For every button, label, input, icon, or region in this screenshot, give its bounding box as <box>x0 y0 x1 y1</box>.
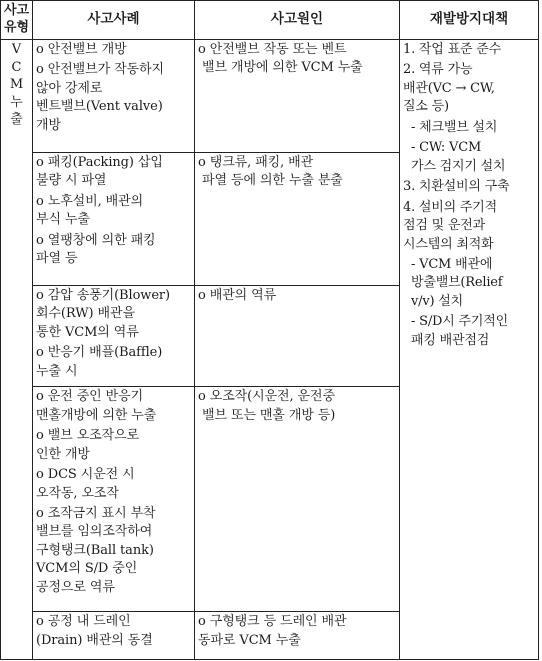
accident-type-vertical <box>4 41 29 129</box>
type-char: 누출 <box>10 94 23 128</box>
header-type-line1: 사고 <box>3 3 30 19</box>
table-header-row <box>1 1 539 40</box>
prevention-item: 3. 치환설비의 구축 <box>403 179 510 195</box>
table-row <box>1 40 539 153</box>
prevention-subitem: - 체크밸브 설치 <box>411 119 498 135</box>
prevention-item: 2. 역류 가능 배관(VC → CW, 질소 등) <box>403 62 495 115</box>
cases-cell <box>33 153 195 286</box>
header-accident-type <box>1 1 33 40</box>
header-cases: 사고사례 <box>33 1 195 40</box>
case-item: o 안전밸브가 작동하지 않아 강제로 벤트밸브(Vent valve) 개방 <box>36 62 164 133</box>
cause-cell <box>195 612 400 660</box>
cause-cell <box>195 286 400 387</box>
case-item: o 공정 내 드레인 (Drain) 배관의 동결 <box>36 614 153 648</box>
cases-cell <box>33 40 195 153</box>
case-item: o 감압 송풍기(Blower) 회수(RW) 배관을 통한 VCM의 역류 <box>36 288 170 340</box>
prevention-subitem: - CW: VCM 가스 검지기 설치 <box>411 140 506 174</box>
header-causes: 사고원인 <box>195 1 400 40</box>
type-char: V <box>11 42 22 57</box>
cases-cell <box>33 387 195 612</box>
prevention-subitem: - VCM 배관에 방출밸브(Relief v/v) 설치 <box>411 256 503 309</box>
cause-item: o 오조작(시운전, 운전중 밸브 또는 맨홀 개방 등) <box>198 389 336 423</box>
cause-item: o 배관의 역류 <box>198 288 277 303</box>
case-item: o DCS 시운전 시 오작동, 오조작 <box>36 467 135 501</box>
prevention-cell <box>400 40 539 660</box>
cause-item: o 탱크류, 패킹, 배관 파열 등에 의한 누출 분출 <box>198 155 343 189</box>
case-item: o 조작금지 표시 부착 밸브를 임의조작하여 구형탱크(Ball tank) VCM의 S/D 중인 공정으로 역류 <box>36 505 156 595</box>
case-item: o 안전밸브 개방 <box>36 42 127 57</box>
cause-cell <box>195 387 400 612</box>
case-item: o 반응기 배플(Baffle) 누출 시 <box>36 345 163 379</box>
case-item: o 운전 중인 반응기 맨홀개방에 의한 누출 <box>36 389 157 423</box>
prevention-item: 4. 설비의 주기적 점검 및 운전과 시스템의 최적화 <box>403 199 498 252</box>
cause-item: o 안전밸브 작동 또는 벤트 밸브 개방에 의한 VCM 누출 <box>198 42 363 76</box>
type-char: M <box>9 77 24 93</box>
cause-cell <box>195 153 400 286</box>
header-type-line2: 유형 <box>3 20 30 35</box>
case-item: o 밸브 오조작으로 인한 개방 <box>36 428 139 462</box>
type-char: C <box>11 59 22 75</box>
prevention-subitem: - S/D시 주기적인 패킹 배관점검 <box>411 314 508 348</box>
header-prevention: 재발방지대책 <box>400 1 539 40</box>
cause-cell <box>195 40 400 153</box>
cases-cell <box>33 612 195 660</box>
case-item: o 노후설비, 배관의 부식 누출 <box>36 193 144 228</box>
case-item: o 패킹(Packing) 삽입 불량 시 파열 <box>36 155 163 189</box>
accident-type-cell <box>1 40 33 660</box>
cause-item: o 구형탱크 등 드레인 배관 동파로 VCM 누출 <box>198 614 347 648</box>
case-item: o 열팽창에 의한 패킹 파열 등 <box>36 232 156 267</box>
cases-cell <box>33 286 195 387</box>
prevention-item: 1. 작업 표준 준수 <box>403 42 501 57</box>
